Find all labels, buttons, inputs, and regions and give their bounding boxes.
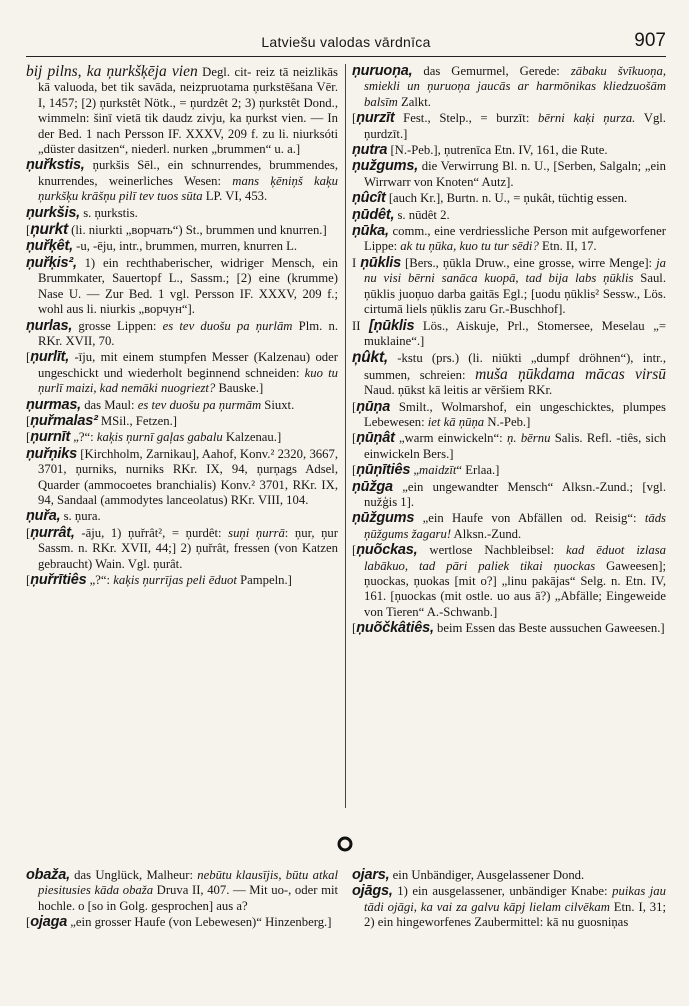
dictionary-entry — [26, 222, 338, 238]
dictionary-entry — [352, 400, 666, 431]
entry-definition: -u, -ēju, intr., brummen, murren, knurren L. — [72, 239, 298, 254]
entry-tail: Degl. cit- reiz tā neizlikās kā valuoda, bet tik savāda, neizpruotama ņurkstēšana Vēr. I, 1457; [2) ņurkstêt Nötk., = ņurdzêt 2; 3) ņurkstêt Dond., wimmeln: šinī vietā tik daudz zivju, ka ņurkst vien. — In der Bed. 1 nach Persson IF. XXXV, 209 f. zu li. niurksóti „düster dasitzen“, niederl. nurken „brummen“ u. a.] — [38, 65, 338, 157]
entry-bracket: [ — [26, 525, 31, 540]
entry-headword: ņūdêt, — [352, 206, 395, 223]
entry-tail: Kalzenau.] — [222, 430, 282, 445]
entry-example: kaķis ņurrījas peli ēduot — [113, 573, 237, 587]
entry-bracket: [ — [352, 463, 357, 478]
entry-definition: „ein Haufe von Abfällen od. Reisig“: — [414, 511, 645, 526]
entry-definition: ņurkšis Sēl., ein schnurrendes, brummendes, knurrendes, weinerliches Wesen: — [38, 158, 338, 188]
dictionary-entry — [352, 884, 666, 930]
dictionary-entry — [352, 511, 666, 542]
dictionary-entry — [352, 431, 666, 462]
entry-example: ak tu ņūka, kuo tu tur sēdi? — [400, 239, 539, 254]
dictionary-entry — [352, 543, 666, 620]
entry-example: bērni kaķi ņurza. — [538, 111, 636, 126]
section-letter-o-icon — [337, 836, 353, 852]
entry-headword: ojāgs, — [352, 883, 393, 900]
entry-headword: ņūņītiês — [356, 462, 411, 479]
entry-bracket: [ — [26, 413, 31, 428]
entry-headword: ņurlīt, — [30, 349, 70, 366]
dictionary-entry — [352, 463, 666, 478]
entry-tail: Vgl. ņurdzīt.] — [364, 111, 666, 141]
entry-bracket: [ — [352, 399, 357, 414]
entry-example: nebūtu klausījis, būtu atkal piesitusies kāda obaža — [38, 868, 338, 898]
entry-definition: „?“: — [86, 573, 114, 587]
entry-definition: MSil., Fetzen.] — [97, 413, 178, 428]
entry-bracket: [ — [26, 350, 31, 365]
entry-headword: ņūžgums — [352, 510, 415, 527]
bottom-left-column — [26, 868, 338, 932]
entry-definition: s. ņurkstis. — [80, 205, 138, 220]
entry-example: ņ. bērnu — [506, 431, 551, 446]
entry-definition: Lös., Aiskuje, Prl., Stomersee, Meselau „= muklaine“.] — [364, 318, 666, 348]
entry-headword: ņūžga — [352, 478, 393, 495]
entry-headword: ņūņa — [356, 398, 391, 415]
entry-example: zābaku švīkuoņa, smiekli un ņuruoņa jaucās ar harmōnikas kliedzuošām balsīm — [364, 64, 667, 109]
entry-example: iet kā ņūņa — [427, 414, 485, 429]
entry-tail: LP. VI, 453. — [202, 189, 268, 204]
entry-definition: [N.-Peb.], ņutrenīca Etn. IV, 161, die Rute. — [387, 143, 608, 158]
column-divider — [345, 64, 346, 808]
dictionary-entry — [352, 159, 666, 190]
entry-bracket: [ — [26, 223, 31, 238]
entry-definition: s. ņura. — [60, 509, 101, 524]
entry-example: es tev duošu pa ņurmām — [137, 397, 262, 412]
entry-example: bij pilns, ka ņurkšķēja vien — [26, 63, 198, 80]
entry-tail: Zalkt. — [397, 94, 431, 109]
dictionary-entry — [26, 398, 338, 413]
entry-headword: ņuřņiks — [26, 445, 77, 462]
entry-headword: ņurnīt — [30, 429, 71, 446]
entry-definition: [auch Kr.], Burtn. n. U., = ņukât, tüchtig essen. — [385, 191, 628, 206]
entry-definition: [Kirchholm, Zarnikau], Aahof, Konv.² 2320, 3667, 3701, ņurniks, nurniks RKr. IX, 94, ņurņags Adsel, Quarder (ammocoetes branchialis) Konv.² 3701, RKr. IX, 94, Sandaal (ammodytes lanceolatus) RKr. VIII, 104. — [38, 446, 338, 507]
entry-tail: Siuxt. — [261, 397, 295, 412]
left-column — [26, 64, 338, 589]
entry-headword: ņuřķêt, — [26, 238, 73, 255]
dictionary-entry — [352, 480, 666, 511]
entry-definition: -āju, 1) ņuřrât², = ņurdêt: — [74, 525, 229, 540]
dictionary-entry — [352, 319, 666, 350]
dictionary-entry — [26, 526, 338, 572]
dictionary-entry — [26, 414, 338, 429]
entry-bracket: [ — [352, 431, 357, 446]
entry-example: maidzīt — [419, 463, 457, 478]
entry-bracket: [ — [26, 430, 31, 445]
entry-definition: s. nūdêt 2. — [394, 207, 450, 222]
dictionary-entry — [352, 208, 666, 223]
entry-headword: ņuõčkâtiês, — [356, 620, 434, 637]
dictionary-entry — [352, 256, 666, 318]
entry-definition: wertlose Nachbleibsel: — [417, 543, 567, 558]
entry-definition: beim Essen das Beste aussuchen Gaweesen.] — [433, 621, 665, 636]
entry-definition: ein Unbändiger, Ausgelassener Dond. — [389, 868, 585, 882]
running-title: Latviešu valodas vārdnīca — [261, 34, 431, 50]
entry-definition: „ein grosser Haufe (von Lebewesen)“ Hinzenberg.] — [67, 915, 332, 930]
entry-definition: 1) ein ausgelassener, unbändiger Knabe: — [392, 884, 613, 899]
entry-definition: -kstu (prs.) (li. niūkti „dumpf dröhnen“), intr., summen, schreien: — [364, 351, 666, 382]
entry-headword: ņūņât — [356, 430, 395, 447]
entry-example: muša ņūkdama mācas virsū — [475, 365, 667, 383]
entry-tail: Salis. Refl. -tiês, sich einwickeln Bers.] — [364, 431, 666, 461]
dictionary-entry — [352, 191, 666, 206]
dictionary-entry — [26, 915, 338, 930]
entry-tail: Plm. n. RKr. XVII, 70. — [38, 318, 338, 348]
dictionary-entry — [26, 573, 338, 588]
entry-headword: ņūklis — [360, 254, 401, 271]
entry-tail: Pampeln.] — [236, 573, 292, 587]
entry-definition: „ — [410, 463, 420, 478]
entry-definition: das Unglück, Malheur: — [69, 868, 198, 882]
dictionary-entry — [26, 447, 338, 509]
entry-example: kad ēduot izlasa labākuo, tad pāri paliek tikai ņuockas — [364, 543, 666, 573]
entry-example: kuo tu ņurlī maizi, kad nemāki nuogriezt? — [38, 365, 338, 396]
entry-example: mans ķēniņš kaķu ņurkšķu krāšņu pilī tev tuos sūta — [38, 173, 339, 204]
dictionary-entry — [352, 111, 666, 142]
entry-tail: “ Erlaa.] — [456, 463, 500, 478]
page-number: 907 — [634, 30, 666, 51]
page-header — [26, 30, 666, 54]
dictionary-entry — [352, 350, 666, 398]
entry-definition: (li. niurkti „ворчать“) St., brummen und knurren.] — [68, 223, 327, 238]
entry-headword: ņurlas, — [26, 317, 73, 334]
entry-tail: Alksn.-Zund. — [451, 526, 522, 541]
dictionary-entry — [26, 868, 338, 914]
entry-example: es tev duošu pa ņurlām — [162, 318, 293, 333]
entry-definition: [Bers., ņūkla Druw., eine grosse, wirre Menge]: — [400, 255, 657, 270]
dictionary-entry — [26, 256, 338, 318]
entry-headword: ņuřmalas² — [30, 412, 98, 429]
entry-definition: 1) ein rechthaberischer, widriger Mensch, ein Brummkater, Sauertopf L., Sassm.; [2) eine (krumme) Nase U. — Zur Bed. 1 vgl. Persson IF. XXXV, 209 f.; wohl aus li. niurkis „ворчун“]. — [38, 255, 338, 317]
entry-headword: ojars, — [352, 867, 390, 883]
right-column — [352, 64, 666, 638]
entry-example: tāds ņūžgums žagaru! — [364, 511, 666, 541]
entry-definition: Smilt., Wolmarshof, ein ungeschicktes, plumpes Lebewesen: — [364, 399, 666, 429]
entry-headword: ņûkt, — [352, 349, 389, 367]
dictionary-entry — [26, 509, 338, 524]
entry-headword: ojaga — [30, 914, 68, 931]
dictionary-entry — [26, 430, 338, 445]
entry-example: ja nu visi bērni sanāca kuopā, tad bija labs ņūklis — [364, 255, 666, 286]
entry-headword: ņuřrītiês — [30, 572, 87, 588]
dictionary-entry — [26, 350, 338, 396]
entry-headword: ņuřa, — [26, 508, 61, 525]
entry-bracket: [ — [26, 915, 31, 930]
dictionary-entry — [26, 239, 338, 254]
entry-headword: ņurrât, — [30, 524, 75, 541]
entry-bracket: II — [352, 318, 370, 333]
entry-definition: Fest., Stelp., = burzīt: — [394, 111, 539, 126]
entry-definition: das Maul: — [81, 397, 138, 412]
entry-headword: obaža, — [26, 867, 70, 883]
entry-tail: Bauske.] — [215, 381, 264, 396]
entry-headword: ņutra — [352, 142, 388, 159]
dictionary-entry — [26, 206, 338, 221]
entry-bracket: [ — [352, 111, 357, 126]
entry-headword: ņûcît — [352, 190, 386, 207]
dictionary-entry — [352, 868, 666, 883]
entry-definition: „ein ungewandter Mensch“ Alksn.-Zund.; [vgl. nužģis 1]. — [364, 479, 666, 509]
entry-headword: ņurmas, — [26, 396, 82, 413]
entry-bracket: [ — [352, 543, 357, 558]
entry-headword: ņurzīt — [356, 110, 395, 127]
entry-headword: ņurkšis, — [26, 204, 81, 221]
entry-headword: ņūka, — [352, 223, 389, 240]
entry-headword: ņuřķis², — [26, 254, 77, 271]
entry-tail: Saul. ņūklis juoņuo darba gaitās Egl.; [uodu ņūklis² Sessw., Lös. cirtumā liels ņūklis zaru Gr.-Buschhof]. — [364, 271, 666, 317]
header-rule — [26, 56, 666, 57]
entry-bracket: [ — [26, 573, 31, 587]
entry-bracket: [ — [352, 621, 357, 636]
entry-tail: Etn. II, 17. — [538, 239, 597, 254]
entry-definition: grosse Lippen: — [72, 318, 163, 333]
entry-definition: -īju, mit einem stumpfen Messer (Kalzenau) oder ungeschickt und wiederholt beginnend schneiden: — [38, 350, 338, 380]
entry-definition: „?“: — [70, 430, 97, 445]
entry-definition: das Gemurmel, Gerede: — [412, 64, 571, 78]
entry-bracket: I — [352, 255, 361, 270]
dictionary-entry — [26, 64, 338, 157]
entry-headword: ņurkt — [30, 221, 68, 239]
entry-headword: [ņūklis — [369, 317, 415, 334]
dictionary-entry — [352, 224, 666, 255]
entry-example: puikas jau tādi ojāgi, ka vai za galvu kāpj lielam cilvēkam — [364, 884, 666, 914]
entry-headword: ņuřkstis, — [26, 157, 85, 174]
entry-example: kaķis ņurnī gaļas gabalu — [96, 430, 223, 445]
entry-tail: Etn. I, 31; 2) ein hingeworfenes Zaubermittel: kā nu guosniņas — [364, 899, 666, 930]
entry-tail: Naud. ņūkst kā leitis ar vēršiem RKr. — [364, 383, 553, 398]
entry-headword: ņuruoņa, — [352, 63, 413, 79]
dictionary-entry — [26, 158, 338, 204]
entry-tail: N.-Peb.] — [484, 414, 531, 429]
entry-headword: ņužgums, — [352, 158, 419, 175]
entry-tail: : ņur, ņur Sassm. n. RKr. XVII, 44;] 2) ņuřrât, fressen (von Katzen gebraucht) Wain. Vgl. ņurât. — [38, 525, 338, 571]
entry-tail: Gaweesen]; ņuockas, ņuokas [mit o?] „linu pakājas“ Selg. n. Etn. IV, 161. [ņuockas (mit ostle. uo aus ā?) „Abfälle; Eingeweide von Tieren“ A.-Schwanb.] — [364, 558, 666, 619]
bottom-right-column — [352, 868, 666, 932]
entry-headword: ņuõckas, — [356, 542, 418, 559]
entry-definition: „warm einwickeln“: — [394, 431, 507, 446]
entry-definition: die Verwirrung Bl. n. U., [Serben, Salgaln; „ein Wirrwarr von Knoten“ Autz]. — [364, 159, 666, 189]
entry-example: suņi ņurrā — [228, 525, 285, 540]
dictionary-entry — [352, 64, 666, 110]
dictionary-entry — [352, 621, 666, 636]
dictionary-entry — [26, 319, 338, 350]
entry-tail: Druva II, 407. — Mit uo-, oder mit hochle. o [so in Golg. gesprochen] aus a? — [38, 883, 338, 913]
entry-definition: comm., eine verdriessliche Person mit aufgeworfener Lippe: — [364, 224, 666, 254]
dictionary-entry — [352, 143, 666, 158]
